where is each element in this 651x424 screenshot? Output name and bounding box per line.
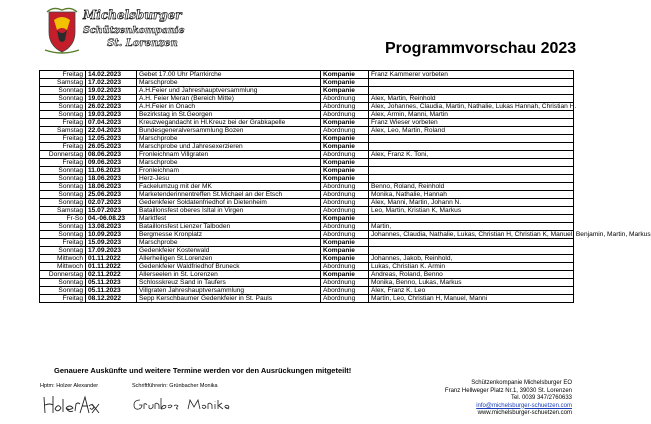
weekday-cell: Freitag	[40, 119, 86, 127]
participation-cell: Kompanie	[321, 71, 369, 79]
weekday-cell: Sonntag	[40, 247, 86, 255]
event-cell: Marktfest	[137, 215, 321, 223]
event-cell: Sepp Kerschbaumer Gedenkfeier in St. Pauls	[137, 295, 321, 303]
event-cell: Bundesgeneralversammlung Bozen	[137, 127, 321, 135]
participants-cell: Franz Kammerer vorbeten	[369, 71, 574, 79]
participants-cell: Alex, Martin, Reinhold	[369, 95, 574, 103]
table-row	[40, 271, 574, 279]
date-cell: 17.02.2023	[86, 79, 137, 87]
date-cell: 26.02.2023	[86, 103, 137, 111]
org-address: Franz Hellweger Platz Nr.1, 39030 St. Lorenzen	[444, 387, 572, 394]
date-cell: 07.04.2023	[86, 119, 137, 127]
participants-cell: Leo, Martin, Kristian K, Markus	[369, 207, 574, 215]
event-cell: Marschprobe und Jahresexerzieren	[137, 143, 321, 151]
weekday-cell: Sonntag	[40, 103, 86, 111]
table-row	[40, 183, 574, 191]
table-row	[40, 255, 574, 263]
weekday-cell: Freitag	[40, 159, 86, 167]
secretary-label: Schriftführerin: Grünbacher Monika	[132, 383, 218, 389]
participants-cell: Johannes, Jakob, Reinhold,	[369, 255, 574, 263]
event-cell: Allerseelen in St. Lorenzen	[137, 271, 321, 279]
website-text: www.michelsburger-schuetzen.com	[477, 410, 572, 416]
participation-cell: Abordnung	[321, 279, 369, 287]
table-row	[40, 287, 574, 295]
participation-cell: Abordnung	[321, 95, 369, 103]
table-row	[40, 279, 574, 287]
participants-cell	[369, 79, 574, 87]
email-link[interactable]: info@michelsburger-schuetzen.com	[476, 402, 572, 409]
weekday-cell: Sonntag	[40, 111, 86, 119]
participants-cell: Alex, Johannes, Claudia, Martin, Nathalie, Lukas Hannah, Christian H.	[369, 103, 574, 111]
table-row	[40, 207, 574, 215]
participation-cell: Kompanie	[321, 119, 369, 127]
logo-lettering	[82, 8, 185, 49]
company-logo	[45, 6, 197, 54]
date-cell: 09.06.2023	[86, 159, 137, 167]
date-cell: 18.06.2023	[86, 175, 137, 183]
participation-cell: Abordnung	[321, 223, 369, 231]
participation-cell: Kompanie	[321, 135, 369, 143]
participants-cell: Johannes, Claudia, Nathalie, Lukas, Christian H, Christian K, Manuel, Benjamin, Martin, Markus	[369, 231, 574, 239]
event-cell: Gedenkfeier Kosterwald	[137, 247, 321, 255]
org-name: Schützenkompanie Michelsburger EO	[471, 380, 572, 386]
participation-cell: Abordnung	[321, 111, 369, 119]
table-row	[40, 175, 574, 183]
table-row	[40, 199, 574, 207]
event-cell: Fackelumzug mit der MK	[137, 183, 321, 191]
date-cell: 15.09.2023	[86, 239, 137, 247]
participation-cell: Abordnung	[321, 287, 369, 295]
weekday-cell: Sonntag	[40, 279, 86, 287]
event-cell: Bezirkstag in St.Georgen	[137, 111, 321, 119]
participants-cell	[369, 167, 574, 175]
document-title: Programmvorschau 2023	[385, 40, 577, 57]
participants-cell: Martin,	[369, 223, 574, 231]
weekday-cell: Sonntag	[40, 183, 86, 191]
weekday-cell: Fr-So	[40, 215, 86, 223]
participants-cell: Monika, Nathalie, Hannah	[369, 191, 574, 199]
table-row	[40, 135, 574, 143]
captain-label: Hptm: Holzer Alexander	[40, 383, 99, 389]
event-cell: Herz-Jesu	[137, 175, 321, 183]
participation-cell: Kompanie	[321, 79, 369, 87]
date-cell: 05.11.2023	[86, 279, 137, 287]
participants-cell: Andreas, Roland, Benno	[369, 271, 574, 279]
participation-cell: Kompanie	[321, 87, 369, 95]
table-row	[40, 151, 574, 159]
event-cell: Fronleichnam Villgraten	[137, 151, 321, 159]
weekday-cell: Freitag	[40, 239, 86, 247]
participation-cell: Abordnung	[321, 263, 369, 271]
participants-cell: Benno, Roland, Reinhold	[369, 183, 574, 191]
svg-text:Michelsburger: Michelsburger	[83, 8, 182, 22]
org-phone: Tel. 0039 347/2760633	[510, 395, 572, 401]
date-cell: 17.09.2023	[86, 247, 137, 255]
date-cell: 04.-06.08.23	[86, 215, 137, 223]
event-cell: Marschprobe	[137, 79, 321, 87]
event-cell: Bataillonsfest Lienzer Talboden	[137, 223, 321, 231]
table-row	[40, 87, 574, 95]
table-row	[40, 247, 574, 255]
participation-cell: Kompanie	[321, 159, 369, 167]
event-cell: Marschprobe	[137, 239, 321, 247]
date-cell: 12.05.2023	[86, 135, 137, 143]
weekday-cell: Freitag	[40, 135, 86, 143]
table-row	[40, 71, 574, 79]
participants-cell	[369, 175, 574, 183]
weekday-cell: Freitag	[40, 295, 86, 303]
weekday-cell: Sonntag	[40, 231, 86, 239]
participants-cell	[369, 215, 574, 223]
participation-cell: Kompanie	[321, 167, 369, 175]
participation-cell: Abordnung	[321, 103, 369, 111]
event-cell: Schlosskreuz Sand in Taufers	[137, 279, 321, 287]
date-cell: 18.06.2023	[86, 183, 137, 191]
participation-cell: Kompanie	[321, 143, 369, 151]
weekday-cell: Sonntag	[40, 167, 86, 175]
participation-cell: Abordnung	[321, 207, 369, 215]
table-row	[40, 159, 574, 167]
participants-cell: Alex, Armin, Manni, Martin	[369, 111, 574, 119]
svg-text:St. Lorenzen: St. Lorenzen	[107, 38, 178, 49]
weekday-cell: Freitag	[40, 71, 86, 79]
participants-cell: Lukas, Christian K. Armin	[369, 263, 574, 271]
participation-cell: Kompanie	[321, 215, 369, 223]
participants-cell	[369, 87, 574, 95]
date-cell: 05.11.2023	[86, 287, 137, 295]
address-block	[445, 380, 572, 418]
event-cell: Allerheiligen St.Lorenzen	[137, 255, 321, 263]
event-cell: A.H. Feier Meran (Bereich Mitte)	[137, 95, 321, 103]
participants-cell	[369, 159, 574, 167]
table-row	[40, 223, 574, 231]
weekday-cell: Freitag	[40, 143, 86, 151]
date-cell: 19.02.2023	[86, 87, 137, 95]
participation-cell: Abordnung	[321, 151, 369, 159]
table-row	[40, 167, 574, 175]
event-cell: Marschprobe	[137, 135, 321, 143]
event-cell: A.H.Feier in Onach	[137, 103, 321, 111]
weekday-cell: Sonntag	[40, 95, 86, 103]
event-cell: Bergmesse Kronplatz	[137, 231, 321, 239]
date-cell: 19.02.2023	[86, 95, 137, 103]
svg-text:Schützenkompanie: Schützenkompanie	[83, 25, 185, 36]
participation-cell: Abordnung	[321, 183, 369, 191]
table-row	[40, 143, 574, 151]
date-cell: 08.12.2022	[86, 295, 137, 303]
table-row	[40, 111, 574, 119]
date-cell: 02.11.2022	[86, 271, 137, 279]
table-row	[40, 103, 574, 111]
date-cell: 01.11.2022	[86, 255, 137, 263]
event-cell: Marketenderinnentreffen St.Michael an der Etsch	[137, 191, 321, 199]
table-row	[40, 79, 574, 87]
participants-cell: Monika, Benno, Lukas, Markus	[369, 279, 574, 287]
weekday-cell: Sonntag	[40, 87, 86, 95]
weekday-cell: Donnerstag	[40, 271, 86, 279]
participation-cell: Kompanie	[321, 175, 369, 183]
weekday-cell: Samstag	[40, 79, 86, 87]
participation-cell: Abordnung	[321, 295, 369, 303]
date-cell: 13.08.2023	[86, 223, 137, 231]
participants-cell: Alex, Manni, Martin, Johann N.	[369, 199, 574, 207]
participants-cell	[369, 239, 574, 247]
table-row	[40, 231, 574, 239]
table-row	[40, 127, 574, 135]
weekday-cell: Donnerstag	[40, 151, 86, 159]
weekday-cell: Sonntag	[40, 175, 86, 183]
participation-cell: Kompanie	[321, 271, 369, 279]
table-row	[40, 295, 574, 303]
participants-cell: Alex, Franz K. Toni,	[369, 151, 574, 159]
coat-of-arms-icon	[45, 8, 79, 53]
participants-cell: Alex, Franz K. Leo	[369, 287, 574, 295]
date-cell: 02.07.2023	[86, 199, 137, 207]
date-cell: 01.11.2022	[86, 263, 137, 271]
table-row	[40, 191, 574, 199]
captain-signature	[42, 393, 100, 417]
date-cell: 25.06.2023	[86, 191, 137, 199]
table-row	[40, 95, 574, 103]
event-cell: Bataillonsfest oberes Isltal in Virgen	[137, 207, 321, 215]
participation-cell: Kompanie	[321, 247, 369, 255]
participants-cell: Martin, Leo, Christian H, Manuel, Manni	[369, 295, 574, 303]
participants-cell	[369, 247, 574, 255]
participation-cell: Abordnung	[321, 231, 369, 239]
participants-cell	[369, 135, 574, 143]
table-row	[40, 263, 574, 271]
participation-cell: Kompanie	[321, 239, 369, 247]
date-cell: 11.06.2023	[86, 167, 137, 175]
weekday-cell: Sonntag	[40, 223, 86, 231]
date-cell: 26.05.2023	[86, 143, 137, 151]
weekday-cell: Sonntag	[40, 287, 86, 295]
event-cell: Fronleichnam	[137, 167, 321, 175]
date-cell: 19.03.2023	[86, 111, 137, 119]
table-row	[40, 239, 574, 247]
event-cell: Villgraten Jahreshauptversammlung	[137, 287, 321, 295]
participants-cell: Alex, Leo, Martin, Roland	[369, 127, 574, 135]
date-cell: 22.04.2023	[86, 127, 137, 135]
participation-cell: Kompanie	[321, 255, 369, 263]
weekday-cell: Sonntag	[40, 191, 86, 199]
weekday-cell: Mittwoch	[40, 263, 86, 271]
participation-cell: Abordnung	[321, 127, 369, 135]
event-cell: Gedenkfeier Soldatenfriedhof in Dietenheim	[137, 199, 321, 207]
schedule-table	[39, 70, 651, 303]
event-cell: Gebet 17.00 Uhr Pfarrkirche	[137, 71, 321, 79]
table-row	[40, 119, 574, 127]
event-cell: Marschprobe	[137, 159, 321, 167]
participants-cell: Franz Wieser vorbeten	[369, 119, 574, 127]
date-cell: 08.06.2023	[86, 151, 137, 159]
table-row	[40, 215, 574, 223]
event-cell: A.H.Feier und Jahreshauptversammlung	[137, 87, 321, 95]
participation-cell: Abordnung	[321, 199, 369, 207]
event-cell: Kreuzwegandacht in Hl.Kreuz bei der Grabkapelle	[137, 119, 321, 127]
date-cell: 15.07.2023	[86, 207, 137, 215]
weekday-cell: Samstag	[40, 127, 86, 135]
date-cell: 14.02.2023	[86, 71, 137, 79]
weekday-cell: Sonntag	[40, 199, 86, 207]
weekday-cell: Mittwoch	[40, 255, 86, 263]
notice-text: Genauere Auskünfte und weitere Termine werden vor den Ausrückungen mitgeteilt!	[54, 366, 352, 375]
event-cell: Gedenkfeier Waldfriedhof Bruneck	[137, 263, 321, 271]
participants-cell	[369, 143, 574, 151]
weekday-cell: Samstag	[40, 207, 86, 215]
participation-cell: Abordnung	[321, 191, 369, 199]
schedule-body	[40, 71, 651, 303]
secretary-signature	[132, 396, 232, 412]
date-cell: 10.09.2023	[86, 231, 137, 239]
